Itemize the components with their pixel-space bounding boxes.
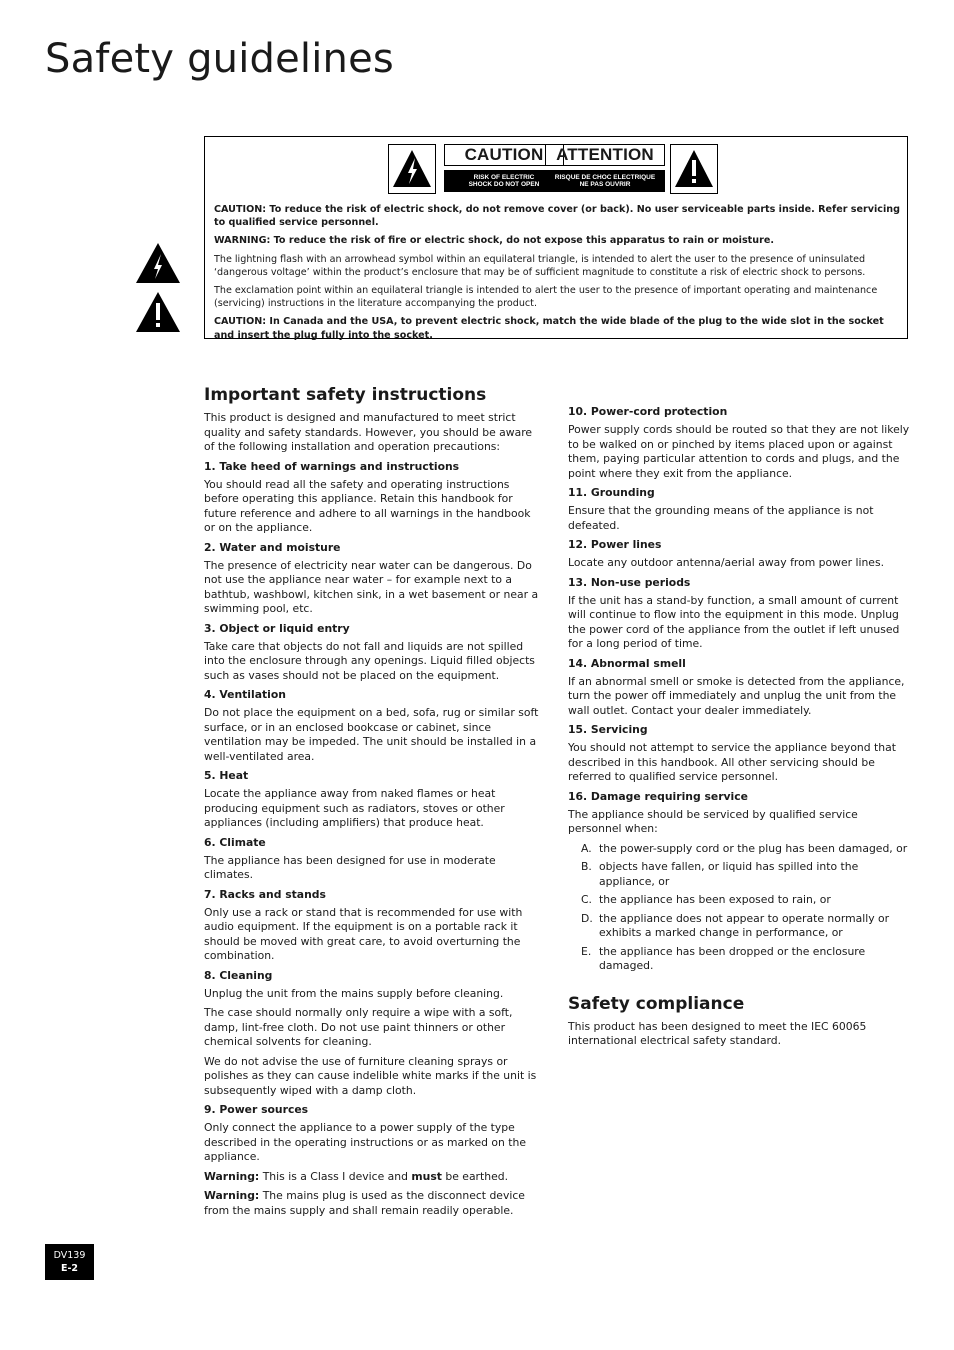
- instructions-heading: Important safety instructions: [204, 385, 487, 405]
- caution-label-sub: RISK OF ELECTRIC SHOCK DO NOT OPEN: [444, 170, 564, 192]
- compliance-heading: Safety compliance: [568, 993, 745, 1014]
- page-title: Safety guidelines: [45, 36, 394, 82]
- section-title: 2. Water and moisture: [204, 540, 341, 554]
- section-title: 11. Grounding: [568, 486, 655, 499]
- earthing-warning: [204, 1170, 544, 1185]
- section-body: You should not attempt to service the appliance beyond that described in this handbook. All other servicing should be referred to qualified service personnel.: [568, 741, 896, 783]
- section-body: Locate any outdoor antenna/aerial away from power lines.: [568, 556, 884, 569]
- section-body: Only use a rack or stand that is recommended for use with audio equipment. If the equipment is on a portable rack it should be moved with great care, to avoid overturning the combination.: [204, 905, 523, 962]
- list-item: [568, 860, 910, 889]
- section-body: The appliance should be serviced by qualified service personnel when:: [568, 807, 858, 835]
- list-item: [568, 912, 910, 941]
- list-marker: E.: [581, 944, 592, 958]
- attention-label-sub: RISQUE DE CHOC ELECTRIQUE NE PAS OUVRIR: [545, 170, 665, 192]
- section-title: 3. Object or liquid entry: [204, 621, 350, 635]
- lightning-explanation: The lightning flash with an arrowhead symbol within an equilateral triangle, is intended to alert the user to the presence of uninsulated ‘dangerous voltage’ within the product’s enclosure that may be of sufficient magnitude to constitute a risk of electric shock to persons.: [214, 253, 866, 278]
- list-marker: D.: [581, 911, 593, 925]
- section-title: 8. Cleaning: [204, 968, 273, 982]
- section-title: 15. Servicing: [568, 723, 648, 736]
- section-title: 10. Power-cord protection: [568, 405, 728, 418]
- section-title: 13. Non-use periods: [568, 575, 691, 589]
- exclamation-icon-frame: [670, 144, 718, 194]
- section-body: If the unit has a stand-by function, a small amount of current will continue to flow into the equipment in this mode. Unplug the power cord of the appliance from the outlet if left unused for a long period of time.: [568, 593, 900, 650]
- section-body: Only connect the appliance to a power supply of the type described in the operating instructions or as marked on the appliance.: [204, 1121, 526, 1163]
- page-footer-tag: [45, 1244, 94, 1280]
- list-marker: B.: [581, 860, 592, 873]
- list-item-text: the appliance does not appear to operate normally or exhibits a marked change in performance, or: [599, 911, 890, 939]
- section-body: Power supply cords should be routed so that they are not likely to be walked on or pinched by items placed upon or against them, paying particular attention to cords and plugs, and the point where they exit from the appliance.: [568, 423, 910, 480]
- canada-usa-caution: CAUTION: In Canada and the USA, to prevent electric shock, match the wide blade of the plug to the wide slot in the socket and insert the plug fully into the socket.: [214, 316, 884, 341]
- caution-label-head: CAUTION: [444, 144, 564, 166]
- list-marker: C.: [581, 893, 592, 906]
- section-body: Take care that objects do not fall and liquids are not spilled into the enclosure through any openings. Liquid filled objects such as vases should not be placed on the equipment.: [204, 639, 535, 682]
- exclamation-explanation: The exclamation point within an equilateral triangle is intended to alert the user to the presence of important operating and maintenance (servicing) instructions in the literature accompanying the product.: [214, 285, 878, 310]
- compliance-body: This product has been designed to meet the IEC 60065 international electrical safety standard.: [568, 1019, 867, 1047]
- damage-list: [568, 842, 910, 974]
- attention-label-block: [545, 144, 665, 192]
- section-title: 12. Power lines: [568, 538, 662, 551]
- left-column: [204, 384, 544, 1223]
- lightning-icon-frame: [388, 144, 436, 194]
- caution-box: [204, 136, 908, 339]
- instructions-intro: This product is designed and manufactured to meet strict quality and safety standards. However, you should be aware of the following installation and operation precautions:: [204, 411, 533, 453]
- model-number: DV139: [53, 1250, 86, 1261]
- section-title: 4. Ventilation: [204, 688, 286, 701]
- list-item-text: the appliance has been exposed to rain, or: [599, 893, 831, 906]
- section-body: You should read all the safety and operating instructions before operating this appliance. Retain this handbook for future reference and adhere to all warnings in the handbook or on the appliance.: [204, 477, 531, 534]
- list-item: [568, 842, 910, 857]
- list-marker: A.: [581, 841, 592, 855]
- caution-paragraph: CAUTION: To reduce the risk of electric shock, do not remove cover (or back). No user serviceable parts inside. Refer servicing to qualified service personnel.: [214, 204, 900, 229]
- section-title: 14. Abnormal smell: [568, 656, 686, 670]
- right-column: [568, 405, 910, 1054]
- warning-label: Warning:: [204, 1169, 260, 1183]
- section-body: The case should normally only require a wipe with a soft, damp, lint-free cloth. Do not use paint thinners or other chemical solvents for cleaning.: [204, 1006, 513, 1048]
- disconnect-warning: [204, 1189, 544, 1218]
- section-title: 6. Climate: [204, 835, 266, 849]
- warning-paragraph: WARNING: To reduce the risk of fire or electric shock, do not expose this apparatus to rain or moisture.: [214, 235, 774, 247]
- section-title: 1. Take heed of warnings and instructions: [204, 459, 460, 473]
- section-body: We do not advise the use of furniture cleaning sprays or polishes as they can cause indelible white marks if the unit is subsequently wiped with a damp cloth.: [204, 1054, 537, 1097]
- section-body: Unplug the unit from the mains supply before cleaning.: [204, 986, 504, 1000]
- page-number: E-2: [60, 1263, 79, 1274]
- exclamation-icon: [674, 149, 714, 189]
- section-body: If an abnormal smell or smoke is detected from the appliance, turn the power off immediately and unplug the unit from the wall outlet. Contact your dealer immediately.: [568, 674, 905, 717]
- warning-text: be earthed.: [441, 1169, 508, 1183]
- exclamation-warning-icon: [135, 291, 181, 333]
- caution-label: [388, 144, 728, 196]
- warning-label: Warning:: [204, 1189, 260, 1202]
- section-title: 9. Power sources: [204, 1103, 309, 1116]
- section-body: Do not place the equipment on a bed, sofa, rug or similar soft surface, or in an enclosed bookcase or cabinet, since ventilation may be impeded. The unit should be installed in a well-ventilated area.: [204, 706, 539, 763]
- lightning-icon: [392, 149, 432, 189]
- attention-label-head: ATTENTION: [545, 144, 665, 166]
- list-item-text: the power-supply cord or the plug has been damaged, or: [599, 841, 908, 855]
- section-body: Locate the appliance away from naked flames or heat producing equipment such as radiators, stoves or other appliances (including amplifiers) that produce heat.: [204, 787, 505, 829]
- caution-box-text: [214, 203, 902, 347]
- list-item: [568, 893, 910, 908]
- section-body: The presence of electricity near water can be dangerous. Do not use the appliance near water – for example next to a bathtub, washbowl, kitchen sink, in a wet basement or near a swimming pool, etc.: [204, 558, 539, 615]
- warning-text: This is a Class I device and: [259, 1169, 412, 1183]
- warning-emphasis: must: [411, 1169, 442, 1183]
- list-item-text: objects have fallen, or liquid has spilled into the appliance, or: [599, 860, 859, 888]
- section-title: 7. Racks and stands: [204, 887, 326, 901]
- list-item-text: the appliance has been dropped or the enclosure damaged.: [599, 944, 866, 972]
- lightning-warning-icon: [135, 242, 181, 284]
- section-body: Ensure that the grounding means of the appliance is not defeated.: [568, 504, 874, 532]
- warning-text: The mains plug is used as the disconnect device from the mains supply and shall remain readily operable.: [204, 1189, 525, 1217]
- section-body: The appliance has been designed for use in moderate climates.: [204, 853, 496, 881]
- section-title: 5. Heat: [204, 769, 249, 782]
- section-title: 16. Damage requiring service: [568, 789, 748, 803]
- list-item: [568, 945, 910, 974]
